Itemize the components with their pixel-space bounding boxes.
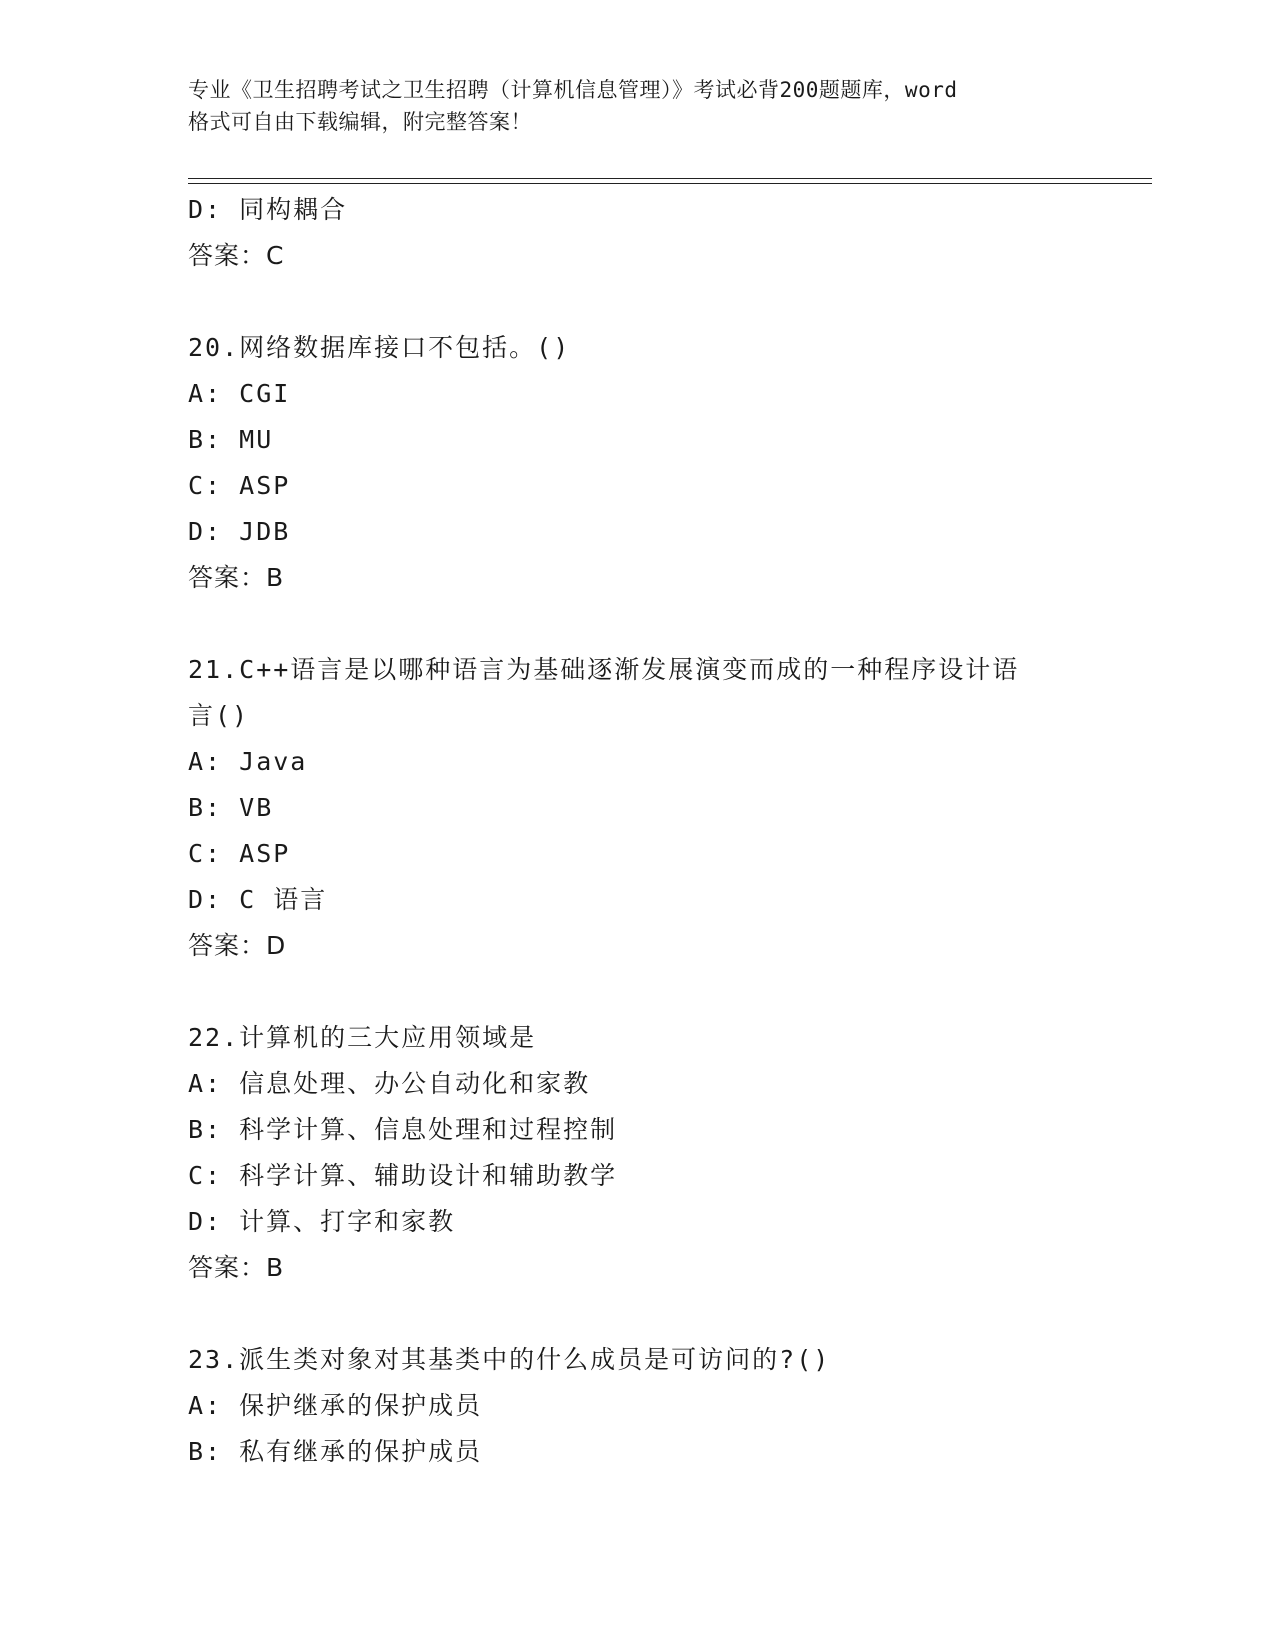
question-21 (188, 647, 1088, 969)
option-b: B: VB (188, 793, 274, 822)
header-divider-top (188, 178, 1152, 179)
spacer (188, 279, 1088, 325)
question-stem: 23.派生类对象对其基类中的什么成员是可访问的?() (188, 1345, 831, 1374)
answer-line: 答案：B (188, 563, 285, 592)
option-d: D: JDB (188, 517, 291, 546)
header-title-line-1: 专业《卫生招聘考试之卫生招聘（计算机信息管理）》考试必背200题题库，word (188, 78, 958, 102)
header-title-line-2: 格式可自由下载编辑，附完整答案！ (188, 110, 532, 134)
option-b: B: 科学计算、信息处理和过程控制 (188, 1115, 618, 1144)
question-20 (188, 325, 1088, 601)
question-stem-line-2: 言() (188, 701, 250, 730)
option-b: B: 私有继承的保护成员 (188, 1437, 483, 1466)
option-c: C: ASP (188, 471, 291, 500)
question-stem: 20.网络数据库接口不包括。() (188, 333, 571, 362)
answer-line: 答案：C (188, 241, 285, 270)
option-b: B: MU (188, 425, 274, 454)
question-23 (188, 1337, 1088, 1475)
option-d: D: C 语言 (188, 885, 328, 914)
question-stem: 22.计算机的三大应用领域是 (188, 1023, 537, 1052)
question-stem-line-1: 21.C++语言是以哪种语言为基础逐渐发展演变而成的一种程序设计语 (188, 655, 1020, 684)
option-d: D: 同构耦合 (188, 195, 348, 224)
option-a: A: CGI (188, 379, 291, 408)
question-22 (188, 1015, 1088, 1291)
spacer (188, 601, 1088, 647)
header-divider-bottom (188, 183, 1152, 184)
option-a: A: 信息处理、办公自动化和家教 (188, 1069, 591, 1098)
spacer (188, 969, 1088, 1015)
document-header (188, 74, 1088, 138)
answer-line: 答案：D (188, 931, 287, 960)
option-a: A: 保护继承的保护成员 (188, 1391, 483, 1420)
spacer (188, 1291, 1088, 1337)
option-c: C: ASP (188, 839, 291, 868)
option-c: C: 科学计算、辅助设计和辅助教学 (188, 1161, 618, 1190)
option-a: A: Java (188, 747, 308, 776)
question-list (188, 187, 1088, 1475)
previous-question-tail (188, 187, 1088, 279)
option-d: D: 计算、打字和家教 (188, 1207, 456, 1236)
answer-line: 答案：B (188, 1253, 285, 1282)
